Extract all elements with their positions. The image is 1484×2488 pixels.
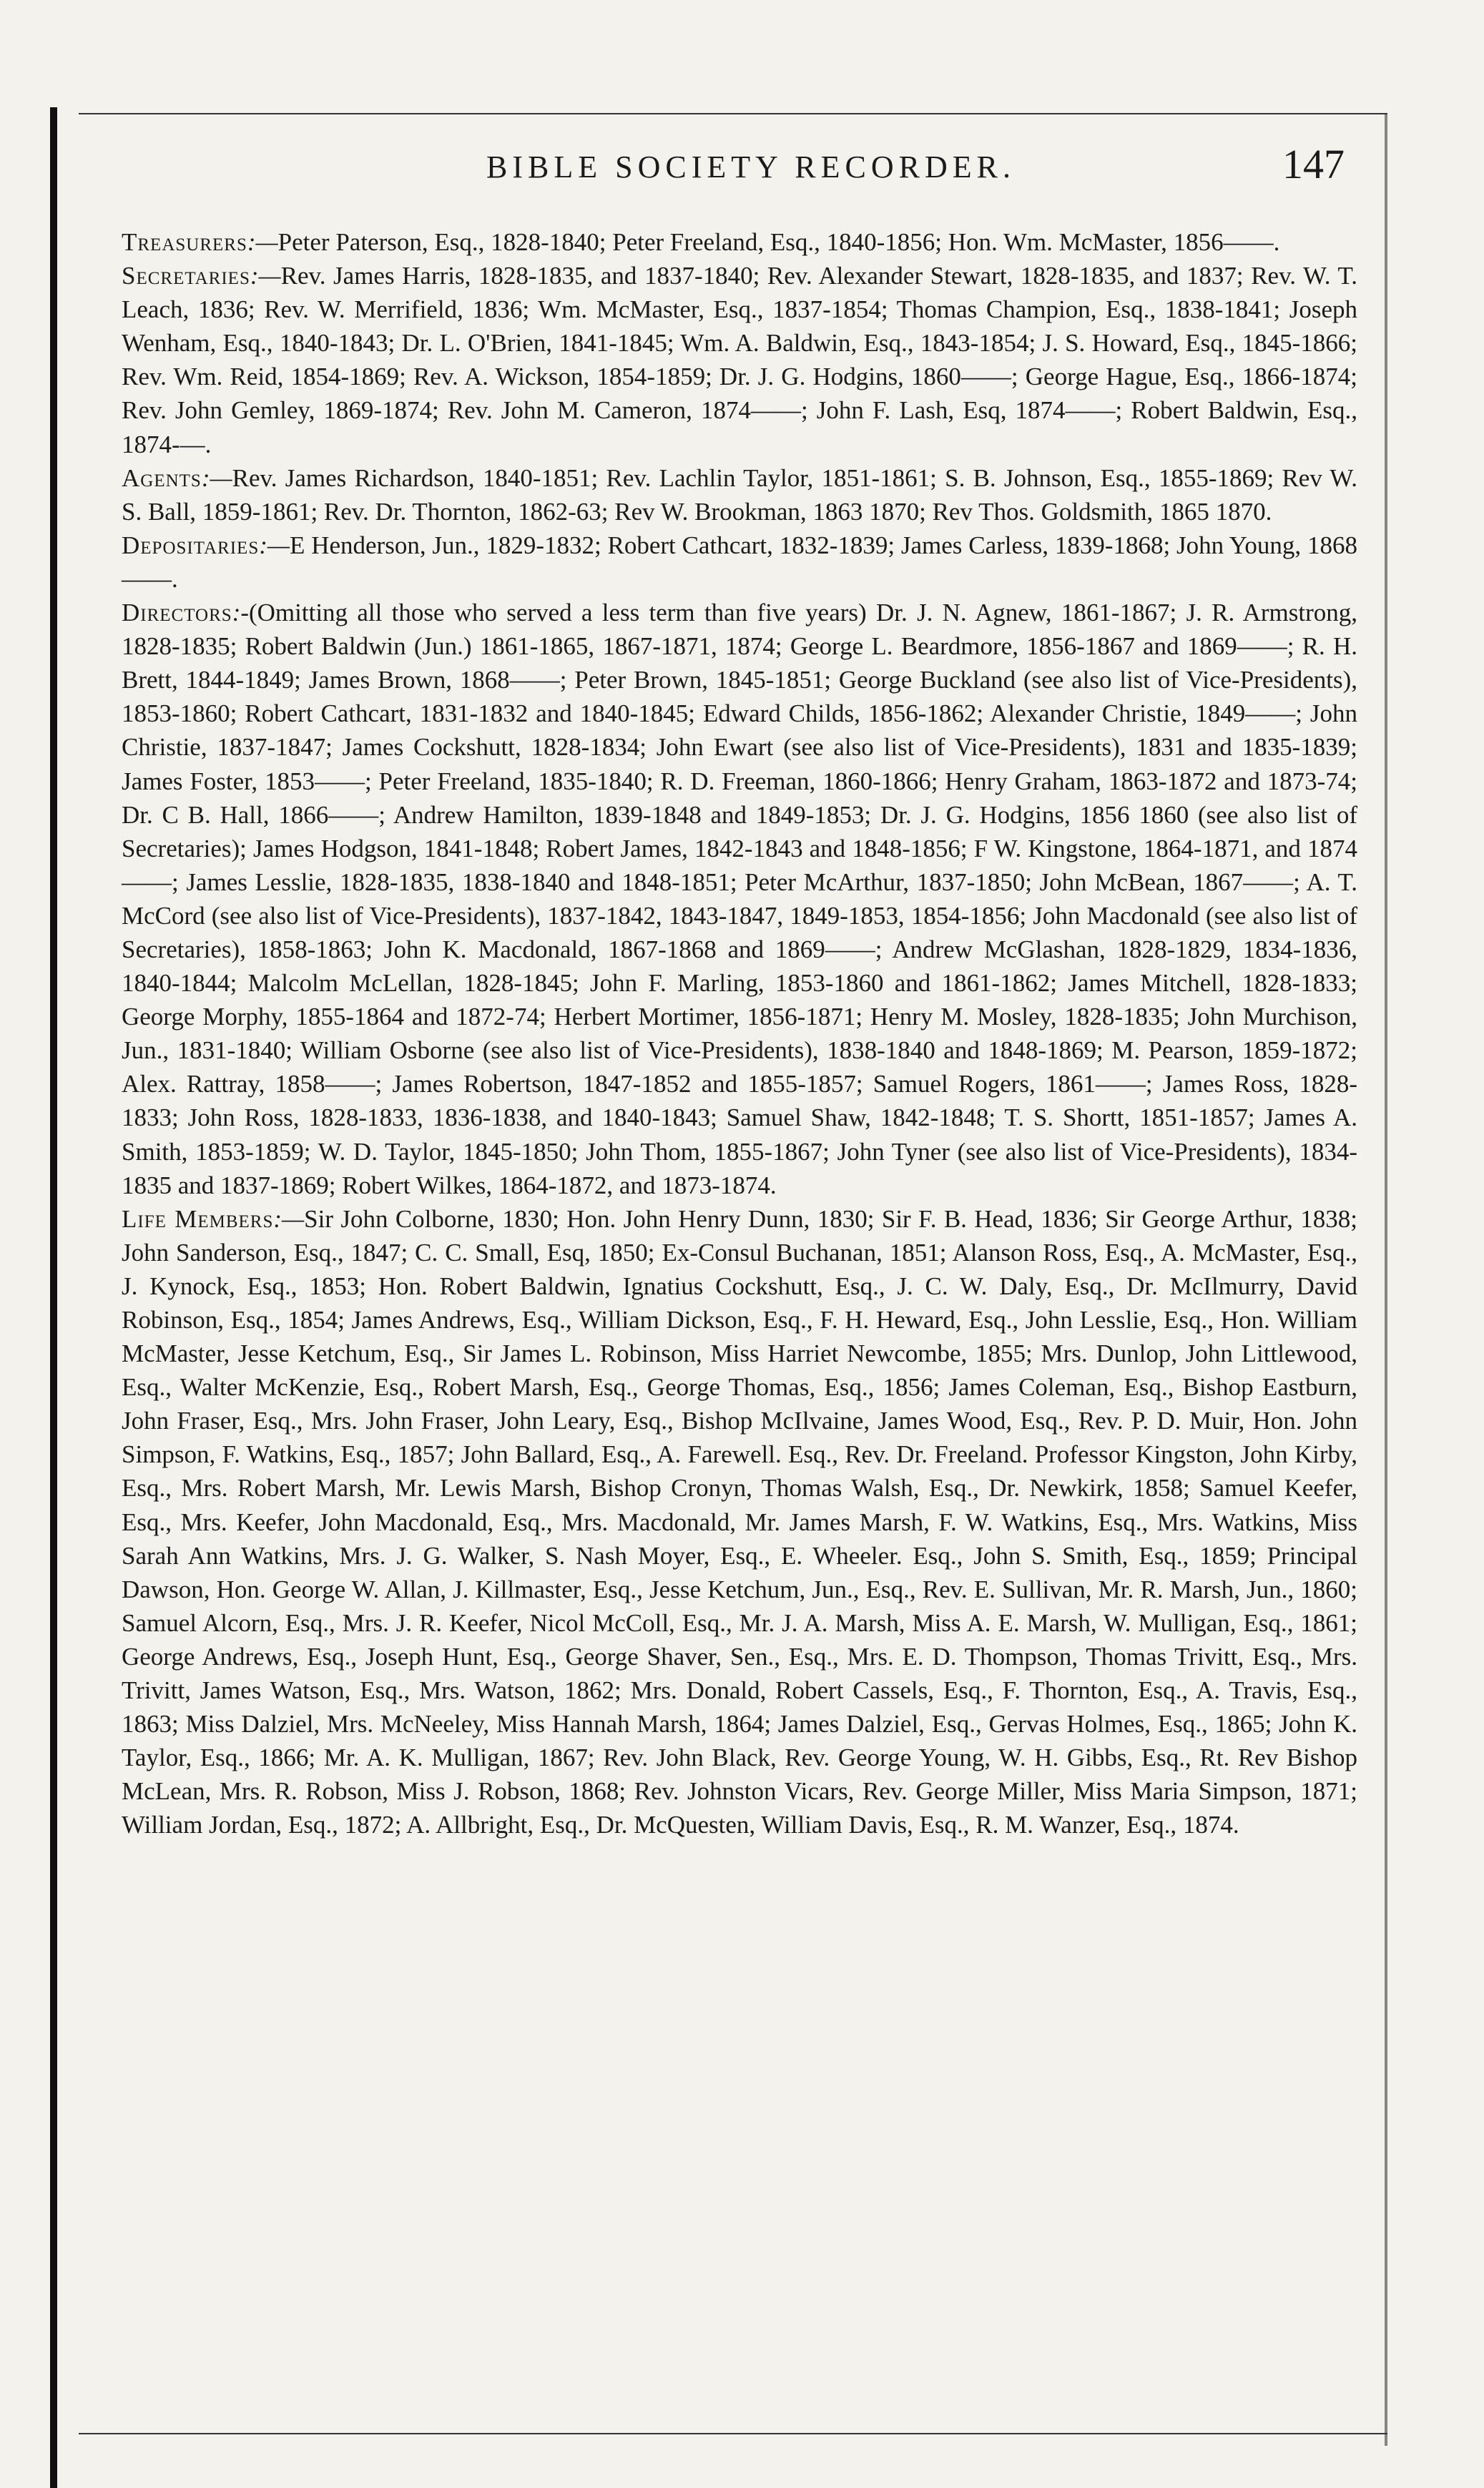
section-text: Sir John Colborne, 1830; Hon. John Henry Dunn, 1830; Sir F. B. Head, 1836; Sir George Arthur, 1838; John Sanderson, Esq., 1847; C. C. Small, Esq, 1850; Ex-Consul Buchanan, 1851; Alanson Ross, Esq., A. McMaster, Esq., J. Kynock, Esq., 1853; Hon. Robert Baldwin, Ignatius Cockshutt, Esq., J. C. W. Daly, Esq., Dr. McIlmurry, David Robinson, Esq., 1854; James Andrews, Esq., William Dickson, Esq., F. H. Heward, Esq., John Lesslie, Esq., Hon. William McMaster, Jesse Ketchum, Esq., Sir James L. Robinson, Miss Harriet Newcombe, 1855; Mrs. Dunlop, John Littlewood, Esq., Walter McKenzie, Esq., Robert Marsh, Esq., George Thomas, Esq., 1856; James Coleman, Esq., Bishop Eastburn, John Fraser, Esq., Mrs. John Fraser, John Leary, Esq., Bishop McIlvaine, James Wood, Esq., Rev. P. D. Muir, Hon. John Simpson, F. Watkins, Esq., 1857; John Ballard, Esq., A. Farewell. Esq., Rev. Dr. Freeland. Professor Kingston, John Kirby, Esq., Mrs. Robert Marsh, Mr. Lewis Marsh, Bishop Cronyn, Thomas Walsh, Esq., Dr. Newkirk, 1858; Samuel Keefer, Esq., Mrs. Keefer, John Macdonald, Esq., Mrs. Macdonald, Mr. James Marsh, F. W. Watkins, Esq., Mrs. Watkins, Miss Sarah Ann Watkins, Mrs. J. G. Walker, S. Nash Moyer, Esq., E. Wheeler. Esq., John S. Smith, Esq., 1859; Principal Dawson, Hon. George W. Allan, J. Killmaster, Esq., Jesse Ketchum, Jun., Esq., Rev. E. Sullivan, Mr. R. Marsh, Jun., 1860; Samuel Alcorn, Esq., Mrs. J. R. Keefer, Nicol McColl, Esq., Mr. J. A. Marsh, Miss A. E. Marsh, W. Mulligan, Esq., 1861; George Andrews, Esq., Joseph Hunt, Esq., George Shaver, Sen., Esq., Mrs. E. D. Thompson, Thomas Trivitt, Esq., Mrs. Trivitt, James Watson, Esq., Mrs. Watson, 1862; Mrs. Donald, Robert Cassels, Esq., F. Thornton, Esq., A. Travis, Esq., 1863; Miss Dalziel, Mrs. McNeeley, Miss Hannah Marsh, 1864; James Dalziel, Esq., Gervas Holmes, Esq., 1865; John K. Taylor, Esq., 1866; Mr. A. K. Mulligan, 1867; Rev. John Black, Rev. George Young, W. H. Gibbs, Esq., Rt. Rev Bishop McLean, Mrs. R. Robson, Miss J. Robson, 1868; Rev. Johnston Vicars, Rev. George Miller, Miss Maria Simpson, 1871; William Jordan, Esq., 1872; A. Allbright, Esq., Dr. McQuesten, William Davis, Esq., R. M. Wanzer, Esq., 1874. — [122, 1204, 1357, 1839]
section-directors — [122, 596, 1357, 1202]
page-binding-edge — [50, 107, 57, 2488]
section-secretaries — [122, 259, 1357, 461]
page-number: 147 — [1282, 141, 1345, 187]
page-body — [122, 225, 1357, 1842]
page-header — [86, 136, 1373, 200]
section-label: Directors — [122, 599, 232, 627]
section-label: Treasurers — [122, 228, 247, 256]
section-text: Rev. James Harris, 1828-1835, and 1837-1840; Rev. Alexander Stewart, 1828-1835, and 1837; Rev. W. T. Leach, 1836; Rev. W. Merrifield, 1836; Wm. McMaster, Esq., 1837-1854; Thomas Champion, Esq., 1838-1841; Joseph Wenham, Esq., 1840-1843; Dr. L. O'Brien, 1841-1845; Wm. A. Baldwin, Esq., 1843-1854; J. S. Howard, Esq., 1845-1866; Rev. Wm. Reid, 1854-1869; Rev. A. Wickson, 1854-1859; Dr. J. G. Hodgins, 1860——; George Hague, Esq., 1866-1874; Rev. John Gemley, 1869-1874; Rev. John M. Cameron, 1874——; John F. Lash, Esq, 1874——; Robert Baldwin, Esq., 1874-—. — [122, 262, 1357, 458]
section-separator: :— — [273, 1204, 305, 1233]
section-life-members — [122, 1202, 1357, 1842]
section-text: (Omitting all those who served a less term than five years) Dr. J. N. Agnew, 1861-1867; J. R. Armstrong, 1828-1835; Robert Baldwin (Jun.) 1861-1865, 1867-1871, 1874; George L. Beardmore, 1856-1867 and 1869——; R. H. Brett, 1844-1849; James Brown, 1868——; Peter Brown, 1845-1851; George Buckland (see also list of Vice-Presidents), 1853-1860; Robert Cathcart, 1831-1832 and 1840-1845; Edward Childs, 1856-1862; Alexander Christie, 1849——; John Christie, 1837-1847; James Cockshutt, 1828-1834; John Ewart (see also list of Vice-Presidents), 1831 and 1835-1839; James Foster, 1853——; Peter Freeland, 1835-1840; R. D. Freeman, 1860-1866; Henry Graham, 1863-1872 and 1873-74; Dr. C B. Hall, 1866——; Andrew Hamilton, 1839-1848 and 1849-1853; Dr. J. G. Hodgins, 1856 1860 (see also list of Secretaries); James Hodgson, 1841-1848; Robert James, 1842-1843 and 1848-1856; F W. Kingstone, 1864-1871, and 1874——; James Lesslie, 1828-1835, 1838-1840 and 1848-1851; Peter McArthur, 1837-1850; John McBean, 1867——; A. T. McCord (see also list of Vice-Presidents), 1837-1842, 1843-1847, 1849-1853, 1854-1856; John Macdonald (see also list of Secretaries), 1858-1863; John K. Macdonald, 1867-1868 and 1869——; Andrew McGlashan, 1828-1829, 1834-1836, 1840-1844; Malcolm McLellan, 1828-1845; John F. Marling, 1853-1860 and 1861-1862; James Mitchell, 1828-1833; George Morphy, 1855-1864 and 1872-74; Herbert Mortimer, 1856-1871; Henry M. Mosley, 1828-1835; John Murchison, Jun., 1831-1840; William Osborne (see also list of Vice-Presidents), 1838-1840 and 1848-1869; M. Pearson, 1859-1872; Alex. Rattray, 1858——; James Robertson, 1847-1852 and 1855-1857; Samuel Rogers, 1861——; James Ross, 1828-1833; John Ross, 1828-1833, 1836-1838, and 1840-1843; Samuel Shaw, 1842-1848; T. S. Shortt, 1851-1857; James A. Smith, 1853-1859; W. D. Taylor, 1845-1850; John Thom, 1855-1867; John Tyner (see also list of Vice-Presidents), 1834-1835 and 1837-1869; Robert Wilkes, 1864-1872, and 1873-1874. — [122, 599, 1357, 1199]
section-label: Secretaries — [122, 262, 250, 290]
top-rule — [79, 113, 1387, 114]
section-label: Life Members — [122, 1204, 274, 1233]
section-label: Agents — [122, 463, 202, 492]
section-separator: :— — [259, 531, 290, 559]
section-text: Peter Paterson, Esq., 1828-1840; Peter Freeland, Esq., 1840-1856; Hon. Wm. McMaster, 1856——. — [277, 228, 1280, 256]
running-title: BIBLE SOCIETY RECORDER. — [486, 149, 1016, 185]
section-separator: :— — [250, 262, 281, 290]
section-treasurers — [122, 225, 1357, 259]
section-depositaries — [122, 528, 1357, 596]
section-text: Rev. James Richardson, 1840-1851; Rev. Lachlin Taylor, 1851-1861; S. B. Johnson, Esq., 1855-1869; Rev W. S. Ball, 1859-1861; Rev. Dr. Thornton, 1862-63; Rev W. Brookman, 1863 1870; Rev Thos. Goldsmith, 1865 1870. — [122, 463, 1357, 526]
section-agents — [122, 461, 1357, 528]
section-label: Depositaries — [122, 531, 260, 559]
section-separator: :— — [247, 228, 278, 256]
section-text: E Henderson, Jun., 1829-1832; Robert Cathcart, 1832-1839; James Carless, 1839-1868; John Young, 1868——. — [122, 531, 1357, 593]
section-separator: :- — [232, 599, 249, 627]
bottom-rule — [79, 2433, 1387, 2434]
section-separator: :— — [201, 463, 232, 492]
page-right-margin-line — [1385, 114, 1387, 2446]
